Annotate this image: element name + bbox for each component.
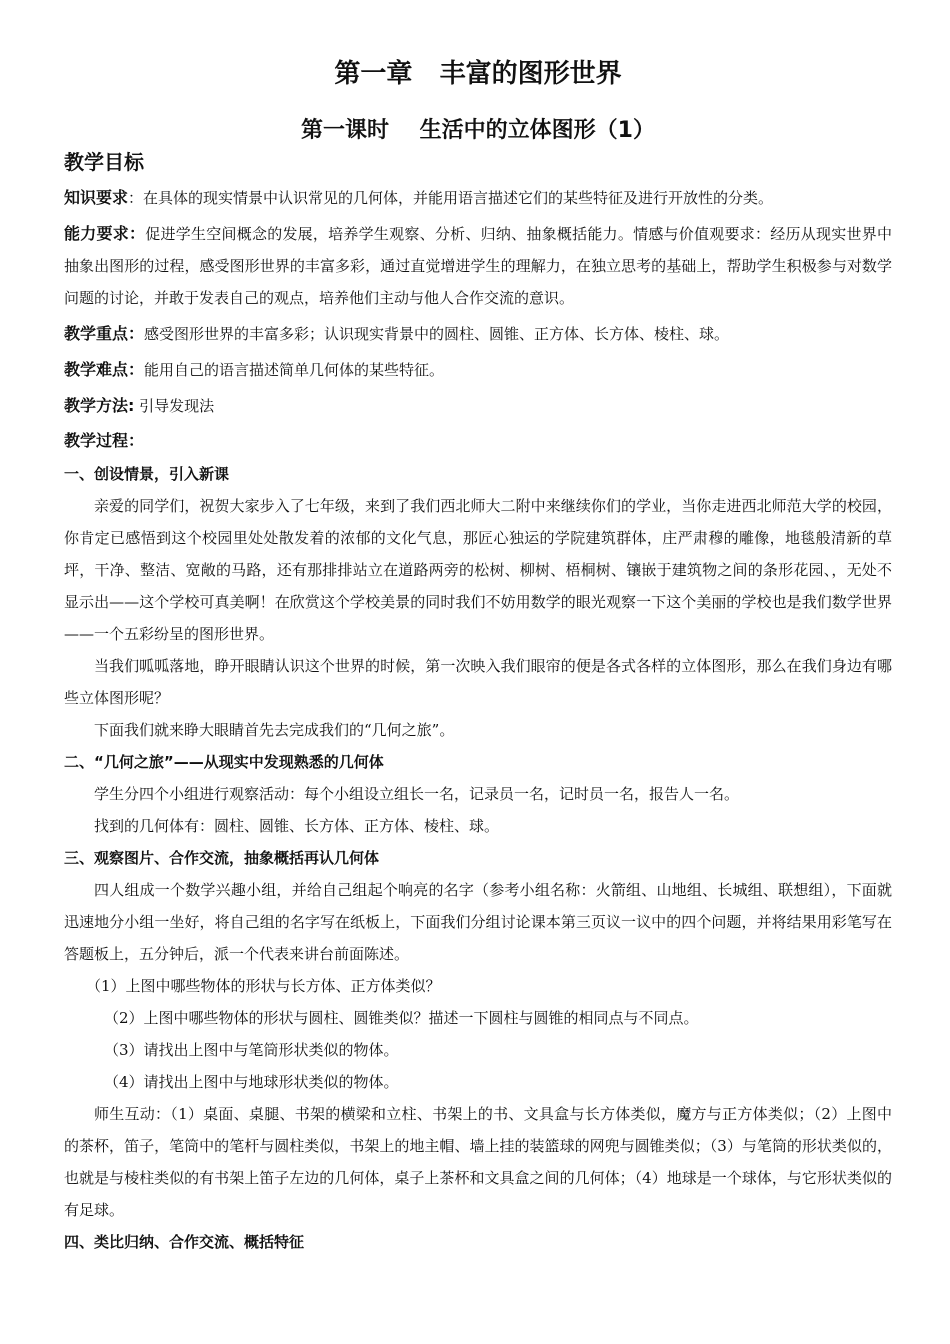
section-3-paragraph-1: 四人组成一个数学兴趣小组，并给自己组起个响亮的名字（参考小组名称：火箭组、山地组、长城组、联想组），下面就迅速地分小组一坐好，将自己组的名字写在纸板上，下面我们分组讨论课本第三页议一议中的四个问题，并将结果用彩笔写在答题板上，五分钟后，派一个代表来讲台前面陈述。 [64,881,892,963]
ability-requirement [64,218,892,314]
question-2: （2）上图中哪些物体的形状与圆柱、圆锥类似？描述一下圆柱与圆锥的相同点与不同点。 [104,1009,699,1027]
teaching-method [64,390,892,422]
method-text: 引导发现法 [134,397,215,415]
key-points-text: 感受图形世界的丰富多彩；认识现实背景中的圆柱、圆锥、正方体、长方体、棱柱、球。 [144,325,730,343]
knowledge-label: 知识要求 [64,188,129,207]
section-1-paragraph-3: 下面我们就来睁大眼睛首先去完成我们的“几何之旅”。 [94,721,455,739]
section-2-paragraph-1: 学生分四个小组进行观察活动：每个小组设立组长一名，记录员一名，记时员一名，报告人一名。 [94,785,740,803]
key-points [64,318,892,350]
section-2-paragraph-2: 找到的几何体有：圆柱、圆锥、长方体、正方体、棱柱、球。 [94,817,500,835]
question-3: （3）请找出上图中与笔筒形状类似的物体。 [104,1041,399,1059]
difficulties [64,354,892,386]
ability-text: 促进学生空间概念的发展，培养学生观察、分析、归纳、抽象概括能力。情感与价值观要求：经历从现实世界中抽象出图形的过程，感受图形世界的丰富多彩，通过直觉增进学生的理解力，在独立思考的基础上，帮助学生积极参与对数学问题的讨论，并敢于发表自己的观点，培养他们主动与他人合作交流的意识。 [64,225,892,307]
section-1-paragraph-1: 亲爱的同学们，祝贺大家步入了七年级，来到了我们西北师大二附中来继续你们的学业，当你走进西北师范大学的校园，你肯定已感悟到这个校园里处处散发着的浓郁的文化气息，那匠心独运的学院建筑群体，庄严肃穆的雕像，地毯般清新的草坪，干净、整洁、宽敞的马路，还有那排排站立在道路两旁的松树、柳树、梧桐树、镶嵌于建筑物之间的条形花园、，无处不显示出——这个学校可真美啊！在欣赏这个学校美景的同时我们不妨用数学的眼光观察一下这个美丽的学校也是我们数学世界——一个五彩纷呈的图形世界。 [64,497,892,643]
ability-label: 能力要求： [64,224,146,243]
section-1-paragraph-2: 当我们呱呱落地，睁开眼睛认识这个世界的时候，第一次映入我们眼帘的便是各式各样的立体图形，那么在我们身边有哪些立体图形呢？ [64,657,892,707]
difficulties-label: 教学难点： [64,360,145,379]
knowledge-text: ：在具体的现实情景中认识常见的几何体，并能用语言描述它们的某些特征及进行开放性的分类。 [128,189,774,207]
lesson-title: 第一课时 生活中的立体图形（1） [301,118,655,143]
section-4-heading: 四、类比归纳、合作交流、概括特征 [64,1233,305,1251]
section-1-heading: 一、创设情景，引入新课 [64,465,230,483]
section-2-heading: 二、“几何之旅”——从现实中发现熟悉的几何体 [64,753,384,771]
question-4: （4）请找出上图中与地球形状类似的物体。 [104,1073,399,1091]
section-3-heading: 三、观察图片、合作交流，抽象概括再认几何体 [64,849,380,867]
method-label: 教学方法: [64,396,135,415]
knowledge-requirement [64,182,892,214]
objectives-heading: 教学目标 [64,150,144,174]
question-1: （1）上图中哪些物体的形状与长方体、正方体类似？ [86,977,441,995]
section-3-paragraph-2: 师生互动：（1）桌面、桌腿、书架的横梁和立柱、书架上的书、文具盒与长方体类似，魔方与正方体类似；（2）上图中的茶杯，笛子，笔筒中的笔杆与圆柱类似，书架上的地主帽、墙上挂的装篮球的网兜与圆锥类似；（3）与笔筒的形状类似的，也就是与棱柱类似的有书架上笛子左边的几何体，桌子上茶杯和文具盒之间的几何体；（4）地球是一个球体，与它形状类似的有足球。 [64,1105,892,1219]
key-points-label: 教学重点： [64,324,145,343]
difficulties-text: 能用自己的语言描述简单几何体的某些特征。 [144,361,445,379]
chapter-title: 第一章 丰富的图形世界 [334,59,622,89]
process-heading: 教学过程： [64,431,145,450]
